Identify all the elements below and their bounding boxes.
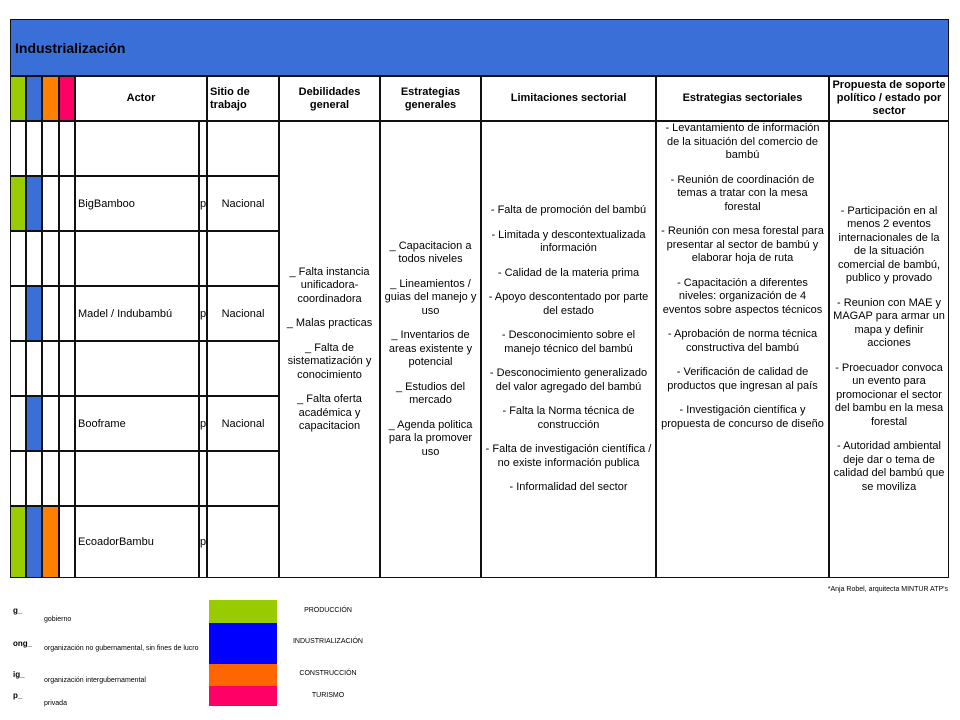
estrategia-sectorial-item: - Verificación de calidad de productos que ingresan al país: [667, 366, 818, 392]
empty-cell: [207, 231, 279, 286]
actor-type: p: [199, 286, 207, 341]
empty-cell: [10, 231, 26, 286]
header-estrategias-sectoriales: Estrategias sectoriales: [656, 76, 829, 121]
empty-cell: [75, 451, 199, 506]
empty-cell: [10, 341, 26, 396]
empty-cell: [59, 341, 75, 396]
header-propuesta: Propuesta de soporte político / estado por sector: [829, 76, 949, 121]
limitacion-item: - Falta de promoción del bambú: [490, 204, 647, 217]
estrategia-sectorial-item: - Aprobación de norma técnica constructiva del bambú: [667, 328, 818, 354]
actor-name: Madel / Indubambú: [75, 286, 199, 341]
actor-site: [207, 506, 279, 578]
estrategias-sectoriales-column: [656, 121, 829, 578]
actor-site: Nacional: [207, 176, 279, 231]
empty-cell: [59, 396, 75, 451]
limitacion-item: - Limitada y descontextualizada información: [491, 228, 646, 255]
empty-cell: [59, 176, 75, 231]
credit-note: *Anja Robel, arquitecta MINTUR ATP's: [827, 586, 948, 593]
empty-cell: [42, 286, 59, 341]
legend-label: PRODUCCIÓN: [304, 607, 352, 614]
legend-label: CONSTRUCCIÓN: [299, 670, 357, 677]
header-color-green: [10, 76, 26, 121]
estrategias-column: [380, 121, 481, 578]
estrategia-item: _ Inventarios de areas existente y potencial: [388, 329, 473, 369]
empty-cell: [42, 121, 59, 176]
legend-desc: organización no gubernamental, sin fines de lucro: [44, 645, 199, 652]
legend-code: p_: [13, 691, 23, 700]
empty-cell: [207, 341, 279, 396]
legend-desc: privada: [44, 700, 67, 707]
empty-cell: [42, 176, 59, 231]
limitacion-item: - Desconocimiento sobre el manejo técnico del bambú: [501, 329, 636, 355]
legend-code: ig_: [13, 670, 25, 679]
empty-cell: [10, 286, 26, 341]
header-limitaciones: Limitaciones sectorial: [481, 76, 656, 121]
limitacion-item: - Apoyo descontentado por parte del estado: [488, 291, 649, 317]
empty-cell: [59, 451, 75, 506]
legend-label: TURISMO: [311, 692, 345, 699]
limitacion-item: - Informalidad del sector: [509, 481, 628, 494]
limitaciones-column: [481, 121, 656, 578]
empty-cell: [59, 231, 75, 286]
header-actor: Actor: [75, 76, 207, 121]
limitacion-item: - Falta de investigación científica / no existe información publica: [485, 443, 652, 469]
actor-color-green: [10, 176, 26, 231]
debilidad-item: _ Falta instancia unificadora- coordinadora: [289, 265, 370, 305]
actor-site: Nacional: [207, 286, 279, 341]
empty-cell: [75, 231, 199, 286]
debilidad-item: _ Falta oferta académica y capacitacion: [297, 393, 362, 432]
header-color-orange: [42, 76, 59, 121]
actor-color-orange: [42, 506, 59, 578]
actor-type: p: [199, 396, 207, 451]
legend-label: INDUSTRIALIZACIÓN: [292, 638, 363, 645]
empty-cell: [59, 121, 75, 176]
legend-code: ong_: [13, 639, 33, 648]
header-sitio: Sitio de trabajo: [207, 76, 279, 121]
empty-cell: [42, 341, 59, 396]
empty-cell: [42, 451, 59, 506]
empty-cell: [199, 451, 207, 506]
actor-color-blue: [26, 176, 42, 231]
page-title: Industrialización: [10, 19, 949, 76]
empty-cell: [42, 396, 59, 451]
empty-cell: [26, 341, 42, 396]
debilidad-item: _ Falta de sistematización y conocimiento: [287, 341, 372, 381]
estrategia-item: _ Capacitacion a todos niveles: [389, 239, 472, 266]
propuesta-item: - Participación en al menos 2 eventos internacionales de la de la situación comercial de bambú, publico y provado: [837, 204, 941, 285]
limitacion-item: - Falta la Norma técnica de construcción: [502, 405, 635, 431]
estrategia-sectorial-item: - Levantamiento de información de la situación del comercio de bambú: [665, 122, 820, 161]
propuesta-item: - Proecuador convoca un evento para promocionar el sector del bambu en la mesa forestal: [834, 361, 944, 428]
empty-cell: [59, 286, 75, 341]
estrategia-item: _ Lineamientos / guias del manejo y uso: [384, 277, 477, 317]
legend-desc: gobierno: [44, 616, 72, 623]
header-color-pink: [59, 76, 75, 121]
empty-cell: [199, 341, 207, 396]
legend-desc: organización intergubernamental: [44, 677, 146, 684]
propuesta-item: - Autoridad ambiental deje dar o tema de calidad del bambú que se moviliza: [833, 440, 945, 493]
estrategia-sectorial-item: - Investigación científica y propuesta de concurso de diseño: [661, 404, 824, 430]
empty-cell: [199, 121, 207, 176]
empty-cell: [26, 231, 42, 286]
actor-name: BigBamboo: [75, 176, 199, 231]
actor-name: Booframe: [75, 396, 199, 451]
actor-site: Nacional: [207, 396, 279, 451]
empty-cell: [10, 121, 26, 176]
propuesta-item: - Reunion con MAE y MAGAP para armar un mapa y definir acciones: [833, 296, 945, 350]
empty-cell: [207, 121, 279, 176]
estrategia-item: _ Estudios del mercado: [395, 380, 466, 407]
header-estrategias: Estrategias generales: [380, 76, 481, 121]
actor-color-blue: [26, 396, 42, 451]
actor-name: EcoadorBambu: [75, 506, 199, 578]
limitacion-item: - Calidad de la materia prima: [497, 266, 640, 279]
empty-cell: [26, 451, 42, 506]
debilidad-item: _ Malas practicas: [286, 317, 373, 329]
estrategia-sectorial-item: - Reunión con mesa forestal para presentar al sector de bambú y elaborar hoja de ruta: [661, 225, 824, 264]
debilidades-column: [279, 121, 380, 578]
actor-type: p: [199, 506, 207, 578]
propuesta-column: [829, 121, 949, 578]
header-debilidades: Debilidades general: [279, 76, 380, 121]
actor-color-green: [10, 506, 26, 578]
empty-cell: [59, 506, 75, 578]
actor-color-blue: [26, 286, 42, 341]
empty-cell: [10, 451, 26, 506]
legend-code: g_: [13, 606, 23, 615]
empty-cell: [75, 341, 199, 396]
estrategia-sectorial-item: - Capacitación a diferentes niveles: organización de 4 eventos sobre aspectos técnicos: [662, 276, 823, 316]
empty-cell: [207, 451, 279, 506]
limitacion-item: - Desconocimiento generalizado del valor agregado del bambú: [489, 367, 648, 393]
actor-type: p: [199, 176, 207, 231]
empty-cell: [42, 231, 59, 286]
estrategia-item: _ Agenda politica para la promover uso: [388, 418, 473, 458]
header-color-blue: [26, 76, 42, 121]
empty-cell: [199, 231, 207, 286]
estrategia-sectorial-item: - Reunión de coordinación de temas a tratar con la mesa forestal: [670, 173, 815, 213]
empty-cell: [10, 396, 26, 451]
empty-cell: [75, 121, 199, 176]
empty-cell: [26, 121, 42, 176]
actor-color-blue: [26, 506, 42, 578]
